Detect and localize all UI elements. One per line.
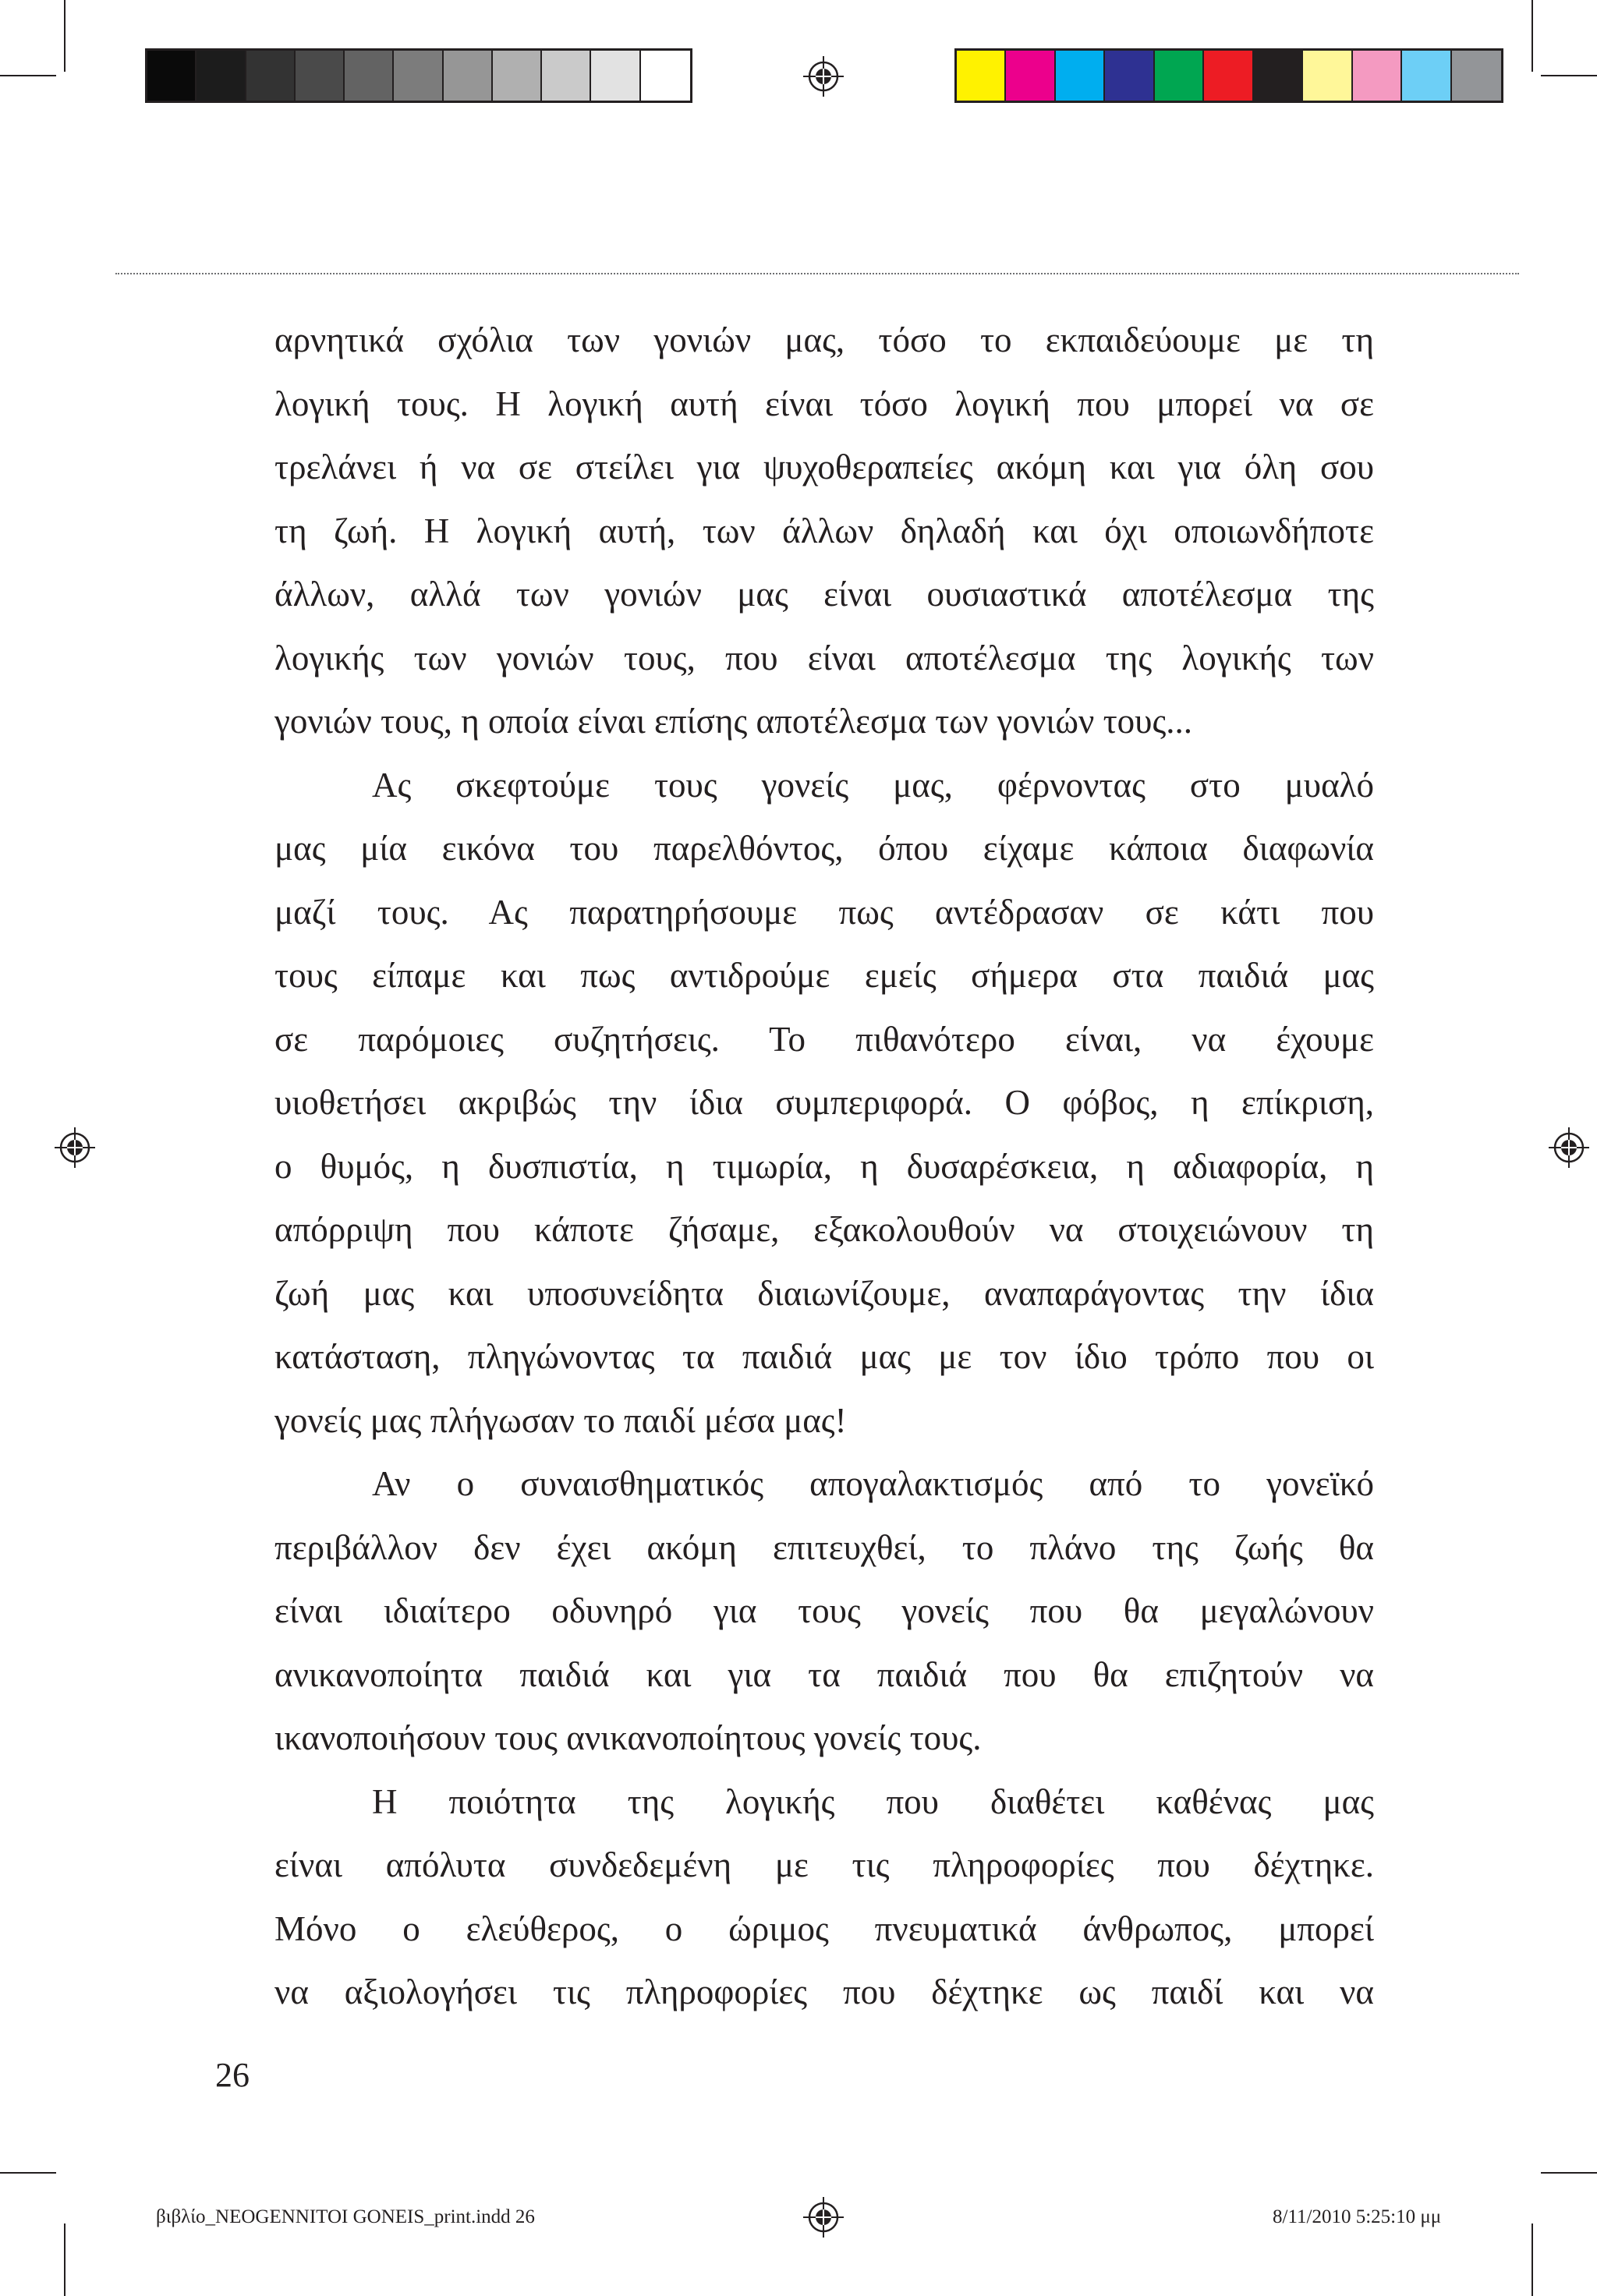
text-line: γονείς μας πλήγωσαν το παιδί μέσα μας! <box>274 1400 847 1440</box>
text-line: ανικανοποίητα παιδιά και για τα παιδιά που θα επιζητούν να <box>274 1654 1374 1694</box>
crop-mark-top-left-vertical <box>64 0 66 72</box>
slug-timestamp: 8/11/2010 5:25:10 μμ <box>1273 2206 1442 2227</box>
color-swatch <box>1353 51 1402 101</box>
crop-mark-bottom-left-horizontal <box>0 2172 56 2174</box>
page-number: 26 <box>215 2056 250 2094</box>
color-swatch <box>957 51 1006 101</box>
crop-mark-bottom-right-horizontal <box>1541 2172 1597 2174</box>
text-line: είναι ιδιαίτερο οδυνηρό για τους γονείς που θα μεγαλώνουν <box>274 1591 1374 1630</box>
registration-mark-right-icon <box>1549 1127 1589 1168</box>
paragraph <box>274 1771 1374 2025</box>
text-line: άλλων, αλλά των γονιών μας είναι ουσιαστικά αποτέλεσμα της <box>274 575 1374 614</box>
crop-mark-top-left-horizontal <box>0 75 56 76</box>
text-line: ζωή μας και υποσυνείδητα διαιωνίζουμε, αναπαράγοντας την ίδια <box>274 1273 1374 1313</box>
color-swatch <box>444 51 493 101</box>
color-swatch <box>493 51 542 101</box>
process-colorbar <box>954 48 1503 103</box>
color-swatch <box>1105 51 1154 101</box>
text-line: λογική τους. Η λογική αυτή είναι τόσο λογική που μπορεί να σε <box>274 384 1374 423</box>
color-swatch <box>1204 51 1253 101</box>
color-swatch <box>197 51 246 101</box>
color-swatch <box>394 51 443 101</box>
text-line: υιοθετήσει ακριβώς την ίδια συμπεριφορά. Ο φόβος, η επίκριση, <box>274 1083 1374 1122</box>
slug-filename: βιβλίο_NEOGENNITOI GONEIS_print.indd 26 <box>156 2206 535 2227</box>
body-text <box>274 309 1374 2025</box>
color-swatch <box>1402 51 1451 101</box>
text-line: γονιών τους, η οποία είναι επίσης αποτέλεσμα των γονιών τους... <box>274 702 1193 741</box>
registration-mark-left-icon <box>55 1127 95 1168</box>
color-swatch <box>1303 51 1352 101</box>
paragraph <box>274 1452 1374 1771</box>
color-swatch <box>1155 51 1204 101</box>
text-line: τρελάνει ή να σε στείλει για ψυχοθεραπείες ακόμη και για όλη σου <box>274 448 1374 486</box>
text-line: λογικής των γονιών τους, που είναι αποτέλεσμα της λογικής των <box>274 638 1374 677</box>
color-swatch <box>1056 51 1105 101</box>
color-swatch <box>1006 51 1055 101</box>
color-swatch <box>1452 51 1501 101</box>
paragraph <box>274 309 1374 754</box>
text-line: Ας σκεφτούμε τους γονείς μας, φέρνοντας στο μυαλό <box>372 765 1374 805</box>
text-line: Η ποιότητα της λογικής που διαθέτει καθένας μας <box>372 1781 1374 1821</box>
text-line: τους είπαμε και πως αντιδρούμε εμείς σήμερα στα παιδιά μας <box>274 956 1374 995</box>
color-swatch <box>591 51 640 101</box>
text-line: απόρριψη που κάποτε ζήσαμε, εξακολουθούν να στοιχειώνουν τη <box>274 1210 1374 1249</box>
registration-mark-bottom-icon <box>803 2197 844 2238</box>
text-line: μας μία εικόνα του παρελθόντος, όπου είχαμε κάποια διαφωνία <box>274 829 1374 868</box>
text-line: περιβάλλον δεν έχει ακόμη επιτευχθεί, το πλάνο της ζωής θα <box>274 1527 1374 1567</box>
header-dotted-rule <box>115 273 1519 274</box>
text-line: Αν ο συναισθηματικός απογαλακτισμός από το γονεϊκό <box>372 1464 1374 1503</box>
crop-mark-top-right-vertical <box>1531 0 1533 72</box>
color-swatch <box>246 51 296 101</box>
text-line: να αξιολογήσει τις πληροφορίες που δέχτηκε ως παιδί και να <box>274 1972 1374 2011</box>
crop-mark-bottom-left-vertical <box>64 2223 66 2296</box>
text-line: κατάσταση, πληγώνοντας τα παιδιά μας με τον ίδιο τρόπο που οι <box>274 1337 1374 1376</box>
paragraph <box>274 754 1374 1453</box>
registration-mark-top-icon <box>803 56 844 97</box>
text-line: Μόνο ο ελεύθερος, ο ώριμος πνευματικά άνθρωπος, μπορεί <box>274 1909 1374 1948</box>
color-swatch <box>641 51 690 101</box>
text-line: ικανοποιήσουν τους ανικανοποίητους γονείς τους. <box>274 1718 982 1757</box>
color-swatch <box>296 51 345 101</box>
color-swatch <box>345 51 394 101</box>
text-line: σε παρόμοιες συζητήσεις. Το πιθανότερο είναι, να έχουμε <box>274 1019 1374 1059</box>
text-line: είναι απόλυτα συνδεδεμένη με τις πληροφορίες που δέχτηκε. <box>274 1845 1374 1884</box>
color-swatch <box>542 51 591 101</box>
crop-mark-bottom-right-vertical <box>1531 2223 1533 2296</box>
text-line: τη ζωή. Η λογική αυτή, των άλλων δηλαδή και όχι οποιωνδήποτε <box>274 511 1374 550</box>
text-line: ο θυμός, η δυσπιστία, η τιμωρία, η δυσαρέσκεια, η αδιαφορία, η <box>274 1146 1374 1186</box>
text-line: μαζί τους. Ας παρατηρήσουμε πως αντέδρασαν σε κάτι που <box>274 892 1374 932</box>
grayscale-colorbar <box>145 48 692 103</box>
text-line: αρνητικά σχόλια των γονιών μας, τόσο το εκπαιδεύουμε με τη <box>274 320 1374 359</box>
color-swatch <box>147 51 197 101</box>
color-swatch <box>1254 51 1303 101</box>
crop-mark-top-right-horizontal <box>1541 75 1597 76</box>
